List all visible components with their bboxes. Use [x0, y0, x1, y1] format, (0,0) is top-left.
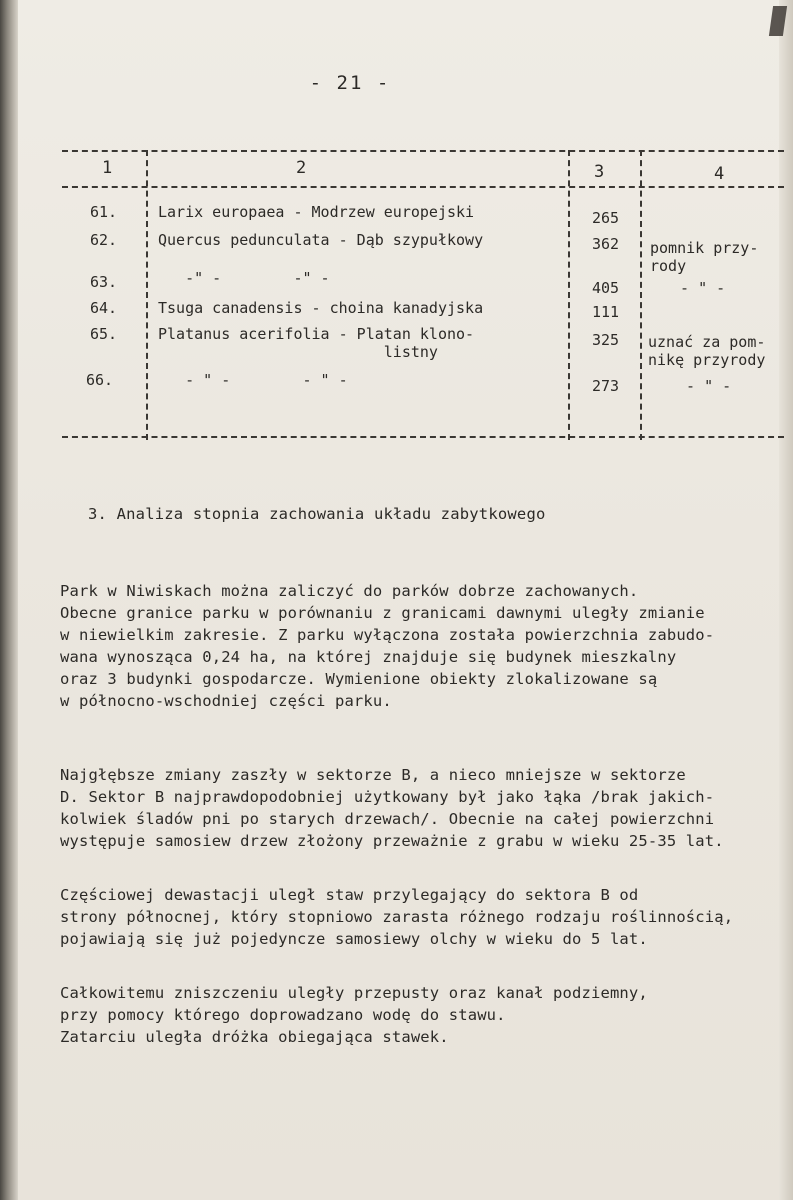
table-cell-no: 64.: [90, 299, 118, 317]
table-cell-note: pomnik przy-: [650, 239, 759, 257]
section-title: 3. Analiza stopnia zachowania układu zabytkowego: [88, 505, 546, 523]
table-cell-value: 405: [592, 279, 620, 297]
table-cell-note: nikę przyrody: [648, 351, 766, 369]
table-cell-value: 111: [592, 303, 620, 321]
paragraph-line: strony północnej, który stopniowo zarasta różnego rodzaju roślinnością,: [60, 908, 734, 926]
table-cell-value: 325: [592, 331, 620, 349]
paragraph-line: występuje samosiew drzew złożony przeważnie z grabu w wieku 25-35 lat.: [60, 832, 724, 850]
table-cell-note: - " -: [668, 377, 732, 395]
table-cell-no: 63.: [90, 273, 118, 291]
paragraph-line: Najgłębsze zmiany zaszły w sektorze B, a nieco mniejsze w sektorze: [60, 766, 686, 784]
paragraph-line: wana wynosząca 0,24 ha, na której znajduje się budynek mieszkalny: [60, 648, 677, 666]
paragraph-line: Park w Niwiskach można zaliczyć do parków dobrze zachowanych.: [60, 582, 639, 600]
table-header-1: 1: [102, 158, 113, 178]
table-cell-value: 273: [592, 377, 620, 395]
paragraph-line: przy pomocy którego doprowadzano wodę do stawu.: [60, 1006, 506, 1024]
paragraph-line: pojawiają się już pojedyncze samosiewy olchy w wieku do 5 lat.: [60, 930, 648, 948]
paragraph-line: D. Sektor B najprawdopodobniej użytkowany był jako łąka /brak jakich-: [60, 788, 715, 806]
table-top-rule: [62, 150, 784, 152]
table-cell-no: 66.: [86, 371, 114, 389]
paragraph-line: Obecne granice parku w porównaniu z granicami dawnymi uległy zmianie: [60, 604, 705, 622]
table-cell-value: 362: [592, 235, 620, 253]
table-cell-note: uznać za pom-: [648, 333, 766, 351]
table-cell-name: -" - -" -: [158, 269, 330, 287]
paragraph-line: Zatarciu uległa dróżka obiegająca stawek.: [60, 1028, 449, 1046]
paragraph-line: w północno-wschodniej części parku.: [60, 692, 392, 710]
table-cell-note: - " -: [662, 279, 726, 297]
paragraph: [60, 982, 793, 1048]
table-header-rule: [62, 186, 784, 188]
table-cell-no: 62.: [90, 231, 118, 249]
table-header-4: 4: [714, 164, 725, 184]
tree-table: [62, 150, 784, 440]
table-bottom-rule: [62, 436, 784, 438]
table-col-divider: [640, 150, 642, 440]
paragraph-line: Częściowej dewastacji uległ staw przylegający do sektora B od: [60, 886, 639, 904]
paragraph: [60, 884, 793, 950]
table-header-3: 3: [594, 162, 605, 182]
table-cell-name: - " - - " -: [158, 371, 348, 389]
paragraph: [60, 764, 793, 852]
table-col-divider: [146, 150, 148, 440]
paragraph-line: w niewielkim zakresie. Z parku wyłączona została powierzchnia zabudo-: [60, 626, 715, 644]
table-cell-value: 265: [592, 209, 620, 227]
table-header-2: 2: [296, 158, 307, 178]
table-cell-name: Larix europaea - Modrzew europejski: [158, 203, 475, 221]
table-cell-no: 61.: [90, 203, 118, 221]
table-cell-note: rody: [650, 257, 687, 275]
table-cell-name: Quercus pedunculata - Dąb szypułkowy: [158, 231, 484, 249]
page-number: - 21 -: [309, 72, 391, 94]
paragraph-line: Całkowitemu zniszczeniu uległy przepusty oraz kanał podziemny,: [60, 984, 648, 1002]
paragraph: [60, 580, 793, 712]
table-col-divider: [568, 150, 570, 440]
table-cell-no: 65.: [90, 325, 118, 343]
paragraph-line: kolwiek śladów pni po starych drzewach/. Obecnie na całej powierzchni: [60, 810, 715, 828]
binding-edge: [0, 0, 18, 1200]
table-cell-name: Tsuga canadensis - choina kanadyjska: [158, 299, 484, 317]
paragraph-line: oraz 3 budynki gospodarcze. Wymienione obiekty zlokalizowane są: [60, 670, 658, 688]
table-cell-name: Platanus acerifolia - Platan klono-: [158, 325, 475, 343]
table-cell-name: listny: [158, 343, 438, 361]
